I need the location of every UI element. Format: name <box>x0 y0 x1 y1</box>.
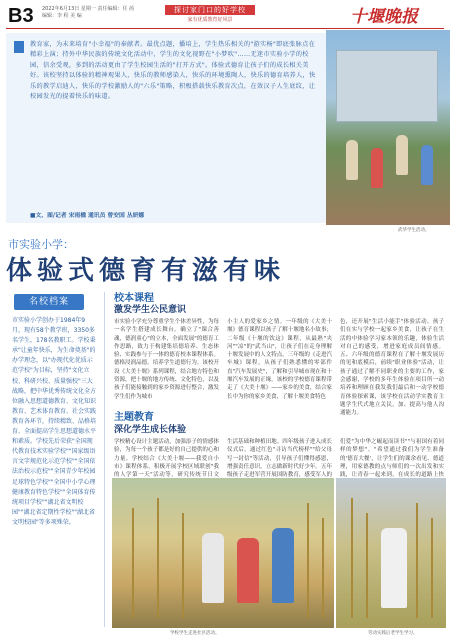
header-meta: 2022年6月13日 星期一 责任编辑：任 茜 编辑：李 程 美 编 <box>42 6 135 19</box>
intro-author: ■文、图/记者 宋雨楹 通讯员 曾安国 丛妍娜 <box>30 213 145 219</box>
bottom-left-photo <box>112 478 334 628</box>
photo-child <box>371 148 383 188</box>
section1-column: 色，还开展"生活小能手"体验活动。孩子们在实与学校一起家乡美食，让孩子在生活的中体验学习家本领的乐趣，体验生活对自己的感受，增进家庭成员间情感。五、六年级的德育课程在了解十堰发展历的见和底模后，前续"职业体验"活动，让孩子通过了解不同职业的主要的工作，家会感谢，学校的多年生体验在项目所一动培养和理顾在我发我们最后和一动学校德育体验探索课，该学校在活动学实教育主题学生代式地立关民，加、提高与他人沟通能力。 <box>340 319 444 417</box>
sidebar-divider <box>104 292 105 627</box>
header-rule <box>6 28 444 29</box>
bottom-left-caption: 学校学生走进社区活动。 <box>170 631 220 636</box>
quote-icon <box>14 41 24 53</box>
top-photo <box>326 30 450 225</box>
photo-person <box>237 538 259 603</box>
section2-title: 主题教育 <box>114 412 154 423</box>
bottom-right-photo <box>336 478 446 628</box>
photo-person <box>272 528 294 603</box>
photo-child <box>396 135 408 175</box>
section2-column: 学校精心设计主题活动，加强添子的情感体验，为每一个孩子都是好的自己提供的心和力量。学校结合《大美十堰——我爱自小市》课程体系，积极开展学校区域联创"我的人学第一天"活动等，研究传统节日文 <box>114 439 219 479</box>
section-banner: 探讨家门口的好学校 <box>165 5 255 15</box>
section2-subtitle: 深化学生成长体验 <box>114 425 187 435</box>
page-number: B3 <box>8 5 34 27</box>
photo-person <box>202 533 224 603</box>
section2-column: 生活基础和种植田地。四年级孩子进入成长仪式后，通过红色"寻访当代榜样""给父母写一封信"等活动，引导孩子们懂得感恩，增强责任意识，立志做新时代好少年。五年级孩子走进军营开展国防教育，感受军人的 <box>227 439 332 479</box>
section1-subtitle: 激发学生公民意识 <box>114 305 187 315</box>
photo-child <box>346 140 358 180</box>
photo-building <box>336 50 438 122</box>
newspaper-brand: 十堰晚报 <box>350 7 418 27</box>
section-banner-subtitle: 家有优质教育好风景 <box>187 17 233 23</box>
photo-child <box>421 145 433 185</box>
section1-column: 小主人的爱家乡之情。一年级的《大美十堰》德育课程以孩子了解十堰地名小故事；二年级《十堰的饮这》课程，从最熟"夹河""凉"的"武当山"，让孩子们在走身理解十堰发展中的人文特点。三年级的《走进汽车城》课程，从孩子们熟悉懂的零部件直"汽车发展史"，了解和引导城市现在和十堰汽车发展的正缘。该校的学校德育课程带走了《大美十堰》——家乡的美食，结合家长中为你的家乡美食，了解十堰美食特色 <box>227 319 332 400</box>
headline: 体验式德育有滋有味 <box>6 256 286 286</box>
top-photo-caption: 武华学生活动。 <box>398 228 430 233</box>
photo-person <box>381 528 407 608</box>
bottom-right-caption: 劳动实践后老学生学习。 <box>368 631 418 636</box>
headline-kicker: 市实验小学： <box>8 238 74 251</box>
intro-text: 教育家，为未来培育"小幸福"的奉献者。最优点题，播培上，学生热乐相关的"游实杨"即底张脉点在精彩上演；持外中华民族的传统文化活动中，学生的文化视野在"小梦吹"……无迷市实验小学的校园，信余受观，多到的活动更由了学生校园生活的"打开方式"。体验式德育让孩子们的成长相关美好。该校坚持以体验的精神观果人，快乐的教师感染人，快乐的环境熏陶人，快乐的德育培养人，快乐的教学启迪人，快乐的学校激励人的"六乐"策略，积极搭载快乐教育次点，在效汉子人生底纹，让校园发光的提着快乐的味道。 <box>30 41 316 101</box>
section1-title: 校本课程 <box>114 293 154 304</box>
section2-column: 们爱"为中华之崛起而读书""与祖国有着同样的梦想"。"希望通过我们为学生准备的'德育大餐'，让学生们的课余看见、德道理，用家德教的点与师们的一次出发和实践，让青春一起来到，在成长的道路上快 <box>340 439 444 479</box>
sidebar-label: 名校档案 <box>14 294 84 310</box>
section1-column: 市实验小学充分尊重学生个体差异性，为每一名学生搭建成长舞台。确立了"课合善魂，德润童心"的立本，全面发展"的德育工作思路，致力于构建集培德培养、生态体验、实践参与于一体的德育校本课程体系。德格浸润品德，培养学生道德行为。该校开设《大美十堰》系列课程，结合地方特色和资源，把十堰的地方传统、文化特色，以及孩子们能接触到的家乡资源进行整合，激发学生们作为城市 <box>114 319 219 400</box>
sidebar-text: 市实验小学创办于1984年9月，现有58个教学班，3350多名学生，178名教职工。学校秉承"让童年快乐，为生命奠基"的办学理念，以"办现代化优质示范学校"为目标，坚持"文化立校、科研兴校、质量强校"三大战略，把中华优秀传统文化全方位融入思想道德教育、文化知识教育、艺术体育教育、社会实践教育各环节，持续精致、品格培育、全面提高学生思想道德水平和素质。学校先后荣获"全国现代教育技术实验学校""国家级语言文字规范化示范学校""全国依法治校示范校""全国青少年校园足球特色学校""全国中小学心理健康教育特色学校""全国体育传统项目学校""湖北省文明校园""湖北省定期性学校""湖北省文明校园"等多项殊荣。 <box>12 317 97 526</box>
